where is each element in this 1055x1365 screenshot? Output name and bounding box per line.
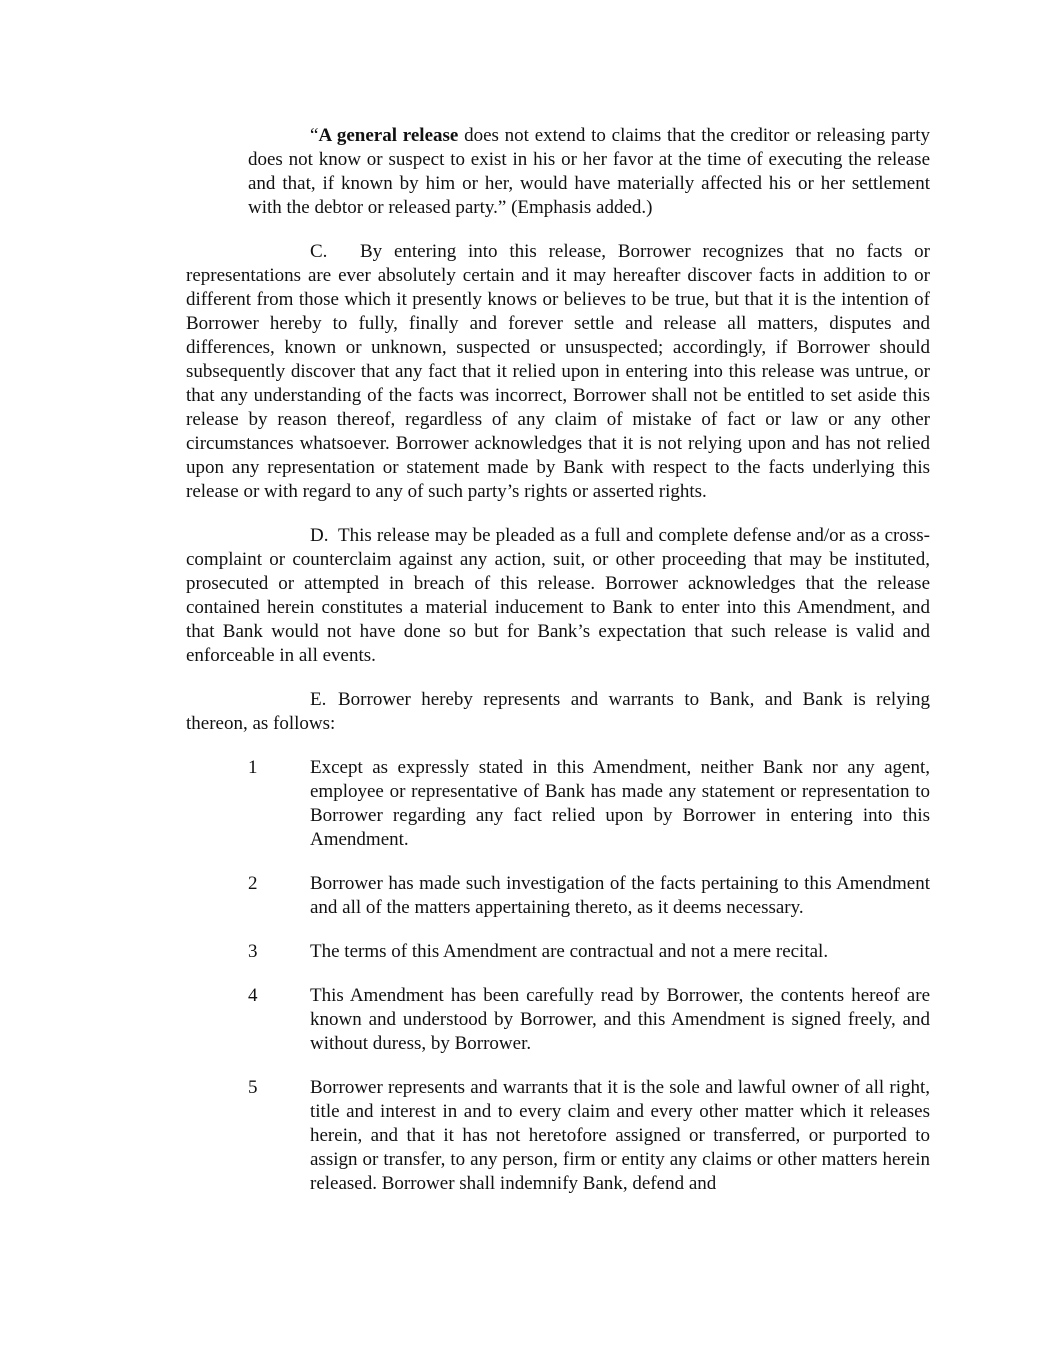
paragraph-e xyxy=(186,688,930,736)
representations-list xyxy=(186,756,930,1196)
document-page xyxy=(186,124,930,1216)
list-item xyxy=(186,1076,930,1196)
list-item xyxy=(186,756,930,852)
list-item-text: Borrower represents and warrants that it is the sole and lawful owner of all right, title and interest in and to every claim and every other matter which it releases herein, and that it has not heretofore assigned or transferred, or purported to assign or transfer, to any person, firm or entity any claims or other matters herein released. Borrower shall indemnify Bank, defend and xyxy=(310,1077,930,1194)
list-item-number: 1 xyxy=(248,757,258,778)
list-item-number: 3 xyxy=(248,941,258,962)
paragraph-c xyxy=(186,240,930,504)
paragraph-c-text: By entering into this release, Borrower recognizes that no facts or representations are ever absolutely certain and it may hereafter discover facts in addition to or different from those which it presently knows or believes to be true, but that it is the intention of Borrower hereby to fully, finally and forever settle and release all matters, disputes and differences, known or unknown, suspected or unsuspected; accordingly, if Borrower should subsequently discover that any fact that it relied upon in entering into this release was untrue, or that any understanding of the facts was incorrect, Borrower shall not be entitled to set aside this release by reason thereof, regardless of any claim of mistake of fact or law or any other circumstances whatsoever. Borrower acknowledges that it is not relying upon and has not relied upon any representation or statement made by Bank with respect to the facts underlying this release or with regard to any of such party’s rights or asserted rights. xyxy=(186,241,930,502)
list-item-text: Borrower has made such investigation of the facts pertaining to this Amendment and all of the matters appertaining thereto, as it deems necessary. xyxy=(310,873,930,918)
paragraph-c-letter: C. xyxy=(310,241,328,262)
list-item-number: 5 xyxy=(248,1077,258,1098)
paragraph-d-text: This release may be pleaded as a full and complete defense and/or as a cross-complaint or counterclaim against any action, suit, or other proceeding that may be instituted, prosecuted or attempted in breach of this release. Borrower acknowledges that the release contained herein constitutes a material inducement to Bank to enter into this Amendment, and that Bank would not have done so but for Bank’s expectation that such release is valid and enforceable in all events. xyxy=(186,525,930,666)
list-item-text: This Amendment has been carefully read by Borrower, the contents hereof are known and understood by Borrower, and this Amendment is signed freely, and without duress, by Borrower. xyxy=(310,985,930,1054)
quoted-statute xyxy=(248,124,930,220)
quote-bold-phrase: A general release xyxy=(318,125,459,146)
list-item-number: 2 xyxy=(248,873,258,894)
list-item xyxy=(186,984,930,1056)
list-item-text: Except as expressly stated in this Amendment, neither Bank nor any agent, employee or representative of Bank has made any statement or representation to Borrower regarding any fact relied upon by Borrower in entering into this Amendment. xyxy=(310,757,930,850)
list-item-number: 4 xyxy=(248,985,258,1006)
list-item xyxy=(186,872,930,920)
quote-text: does not extend to claims that the creditor or releasing party does not know or suspect to exist in his or her favor at the time of executing the release and that, if known by him or her, would have materially affected his or her settlement with the debtor or released party.” (Emphasis added.) xyxy=(248,125,930,218)
paragraph-d-letter: D. xyxy=(310,525,329,546)
paragraph-e-letter: E. xyxy=(310,689,327,710)
paragraph-e-text: Borrower hereby represents and warrants to Bank, and Bank is relying thereon, as follows: xyxy=(186,689,930,734)
paragraph-d xyxy=(186,524,930,668)
quote-open-mark: “ xyxy=(310,125,319,146)
list-item-text: The terms of this Amendment are contractual and not a mere recital. xyxy=(310,941,829,962)
list-item xyxy=(186,940,930,964)
